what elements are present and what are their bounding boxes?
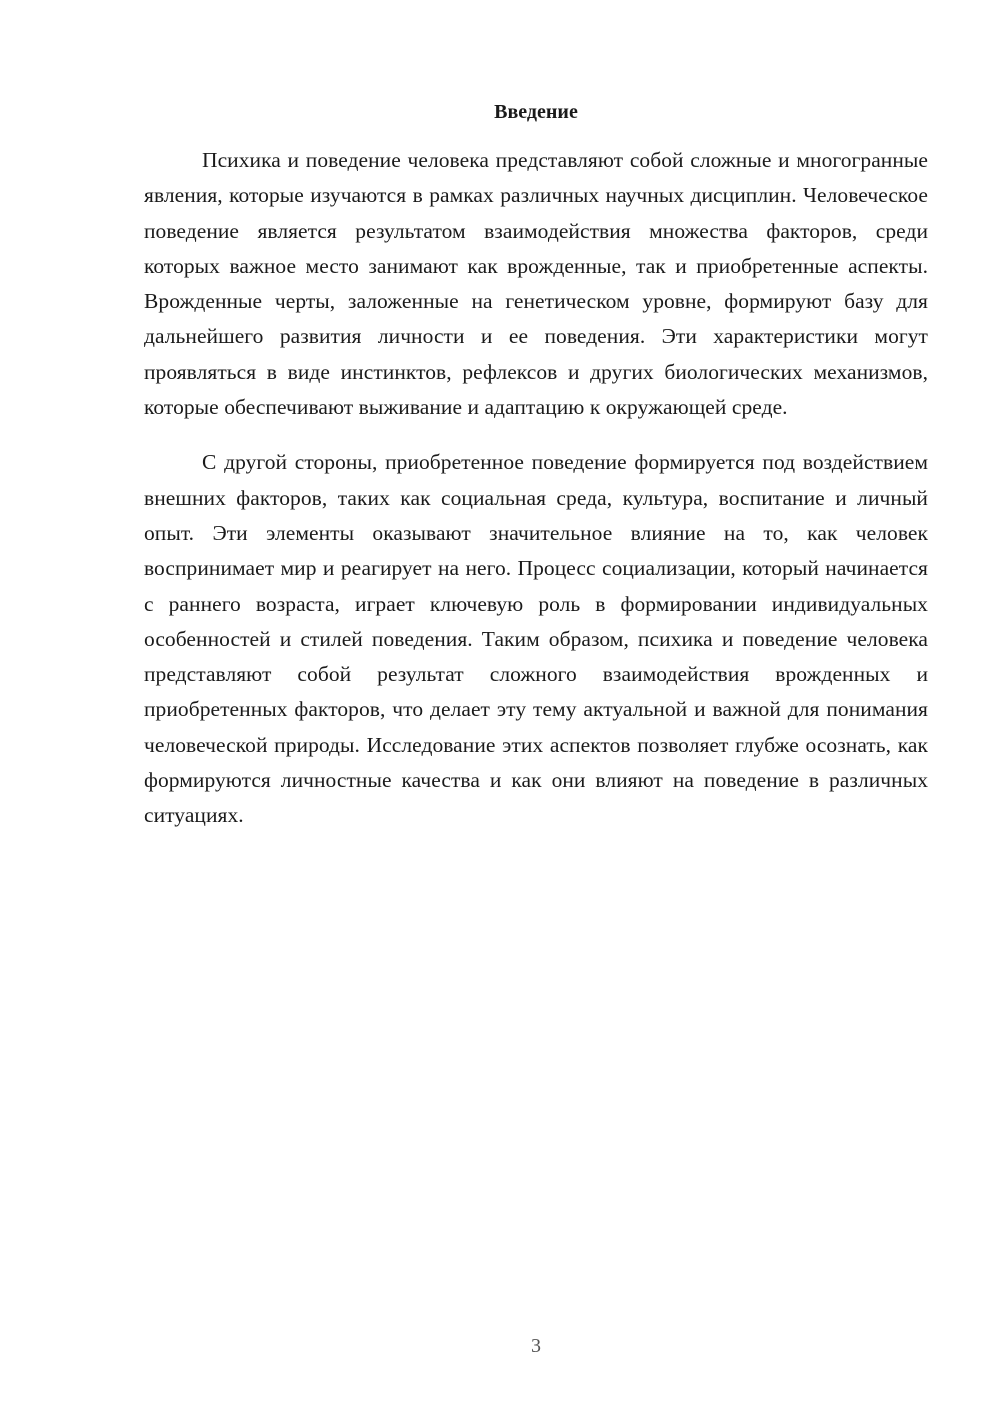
body-text: [144, 143, 928, 834]
paragraph-2: С другой стороны, приобретенное поведение формируется под воздействием внешних факторов, таких как социальная среда, культура, воспитание и личный опыт. Эти элементы оказывают значительное влияние на то, как человек воспринимает мир и реагирует на него. Процесс социализации, который начинается с раннего возраста, играет ключевую роль в формировании индивидуальных особенностей и стилей поведения. Таким образом, психика и поведение человека представляют собой результат сложного взаимодействия врожденных и приобретенных факторов, что делает эту тему актуальной и важной для понимания человеческой природы. Исследование этих аспектов позволяет глубже осознать, как формируются личностные качества и как они влияют на поведение в различных ситуациях.: [144, 450, 928, 828]
page-number: 3: [531, 1335, 541, 1357]
section-heading: Введение: [494, 101, 578, 123]
paragraph-1: Психика и поведение человека представляют собой сложные и многогранные явления, которые изучаются в рамках различных научных дисциплин. Человеческое поведение является результатом взаимодействия множества факторов, среди которых важное место занимают как врожденные, так и приобретенные аспекты. Врожденные черты, заложенные на генетическом уровне, формируют базу для дальнейшего развития личности и ее поведения. Эти характеристики могут проявляться в виде инстинктов, рефлексов и других биологических механизмов, которые обеспечивают выживание и адаптацию к окружающей среде.: [144, 148, 928, 420]
